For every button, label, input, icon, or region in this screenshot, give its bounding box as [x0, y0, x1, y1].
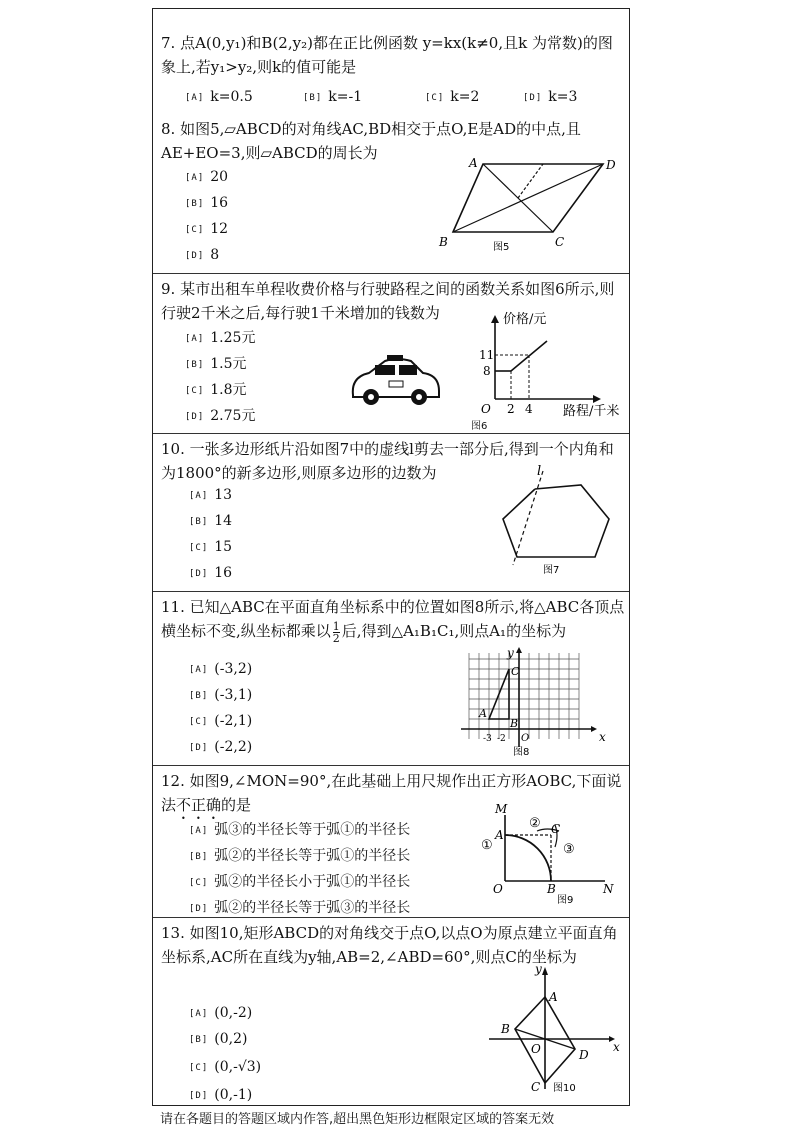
figure-9-construction — [481, 801, 625, 905]
q12-option-d[interactable]: [D] 弧②的半径长等于弧③的半径长 — [189, 900, 411, 916]
fig5-label-c: C — [555, 235, 565, 249]
divider — [153, 273, 629, 274]
divider — [153, 433, 629, 434]
q8-option-c[interactable]: [C] 12 — [185, 221, 229, 237]
q10-option-d[interactable]: [D] 16 — [189, 565, 233, 581]
fig8-y-label: y — [507, 646, 514, 660]
fig9-arc-1: ① — [481, 838, 493, 853]
fig6-ytick-11: 11 — [479, 348, 495, 362]
figure-8-grid — [459, 647, 609, 757]
fraction-numerator: 1 — [332, 619, 340, 633]
question-11 — [161, 595, 627, 644]
q10-option-a[interactable]: [A] 13 — [189, 487, 233, 503]
question-7-text: 7. 点A(0,y₁)和B(2,y₂)都在正比例函数 y=kx(k≠0,且k 为常数)的图象上,若y₁>y₂,则k的值可能是 — [161, 34, 613, 76]
fig5-label-a: A — [469, 156, 478, 170]
fig10-caption: 图10 — [553, 1083, 576, 1094]
q9-option-d[interactable]: [D] 2.75元 — [185, 408, 256, 424]
fig5-caption: 图5 — [493, 242, 510, 253]
fig10-label-d: D — [579, 1048, 589, 1062]
fig10-label-a: A — [549, 990, 558, 1004]
fig6-xtick-2: 2 — [507, 402, 515, 416]
fig6-xlabel: 路程/千米 — [563, 404, 620, 419]
emphasis-not-correct: 不正确 — [176, 796, 222, 814]
fig5-label-d: D — [606, 158, 616, 172]
q13-option-b[interactable]: [B] (0,2) — [189, 1031, 248, 1047]
q8-option-b[interactable]: [B] 16 — [185, 195, 229, 211]
divider — [153, 591, 629, 592]
q13-option-a[interactable]: [A] (0,-2) — [189, 1005, 253, 1021]
fig8-x-label: x — [599, 730, 606, 744]
question-11-text: 11. 已知△ABC在平面直角坐标系中的位置如图8所示,将△ABC各顶点横坐标不变,纵坐标都乘以 $\frac{1}{2}$ 后,得到△A₁B₁C₁,则点A₁的坐标为 — [161, 598, 625, 645]
fig8-xtick-minus3: -3 — [483, 734, 492, 744]
figure-5-parallelogram — [433, 154, 616, 254]
fig9-label-c: C — [551, 822, 561, 836]
q8-option-d[interactable]: [D] 8 — [185, 247, 220, 263]
q9-option-b[interactable]: [B] 1.5元 — [185, 356, 247, 372]
q10-option-c[interactable]: [C] 15 — [189, 539, 233, 555]
q11-option-d[interactable]: [D] (-2,2) — [189, 739, 253, 755]
fig9-caption: 图9 — [557, 895, 574, 906]
question-7 — [161, 31, 627, 79]
page-footer: 请在各题目的答题区域内作答,超出黑色矩形边框限定区域的答案无效 — [160, 1112, 555, 1127]
fig8-label-b: B — [510, 717, 519, 730]
fig10-y-label: y — [535, 962, 542, 976]
fig7-caption: 图7 — [543, 565, 560, 576]
q12-option-b[interactable]: [B] 弧②的半径长等于弧①的半径长 — [189, 848, 411, 864]
q11-option-b[interactable]: [B] (-3,1) — [189, 687, 253, 703]
fig9-label-m: M — [495, 802, 508, 816]
question-13-text: 13. 如图10,矩形ABCD的对角线交于点O,以点O为原点建立平面直角坐标系,AC所在直线为y轴,AB=2,∠ABD=60°,则点C的坐标为 — [161, 924, 618, 966]
q12-option-c[interactable]: [C] 弧②的半径长小于弧①的半径长 — [189, 874, 411, 890]
fig6-origin: O — [481, 402, 491, 416]
fig8-label-a: A — [479, 707, 487, 720]
q13-option-d[interactable]: [D] (0,-1) — [189, 1087, 253, 1103]
fig8-origin: O — [521, 733, 530, 744]
taxi-illustration — [345, 351, 445, 413]
fig5-label-b: B — [439, 235, 448, 249]
question-12-text: 12. 如图9,∠MON=90°,在此基础上用尺规作出正方形AOBC,下面说法不正确的是 — [161, 772, 622, 814]
q12-option-a[interactable]: [A] 弧③的半径长等于弧①的半径长 — [189, 822, 411, 838]
fig6-caption: 图6 — [471, 421, 488, 432]
fig9-label-n: N — [603, 882, 614, 896]
q7-option-c[interactable]: [C] k=2 — [425, 89, 480, 105]
q10-option-b[interactable]: [B] 14 — [189, 513, 233, 529]
fig10-x-label: x — [613, 1040, 620, 1054]
q9-option-c[interactable]: [C] 1.8元 — [185, 382, 247, 398]
q7-option-a[interactable]: [A] k=0.5 — [185, 89, 253, 105]
fig10-origin: O — [531, 1042, 541, 1056]
figure-10-rectangle — [483, 959, 623, 1099]
q11-option-c[interactable]: [C] (-2,1) — [189, 713, 253, 729]
figure-6-fare-graph — [453, 309, 625, 419]
question-8-text: 8. 如图5,▱ABCD的对角线AC,BD相交于点O,E是AD的中点,且AE+EO=3,则▱ABCD的周长为 — [161, 120, 581, 162]
fig7-line-label: l — [537, 464, 542, 479]
fig8-caption: 图8 — [513, 747, 530, 758]
fig9-arc-2: ② — [529, 816, 541, 831]
exam-page — [152, 8, 630, 1106]
question-9-text: 9. 某市出租车单程收费价格与行驶路程之间的函数关系如图6所示,则行驶2千米之后,每行驶1千米增加的钱数为 — [161, 280, 615, 322]
q9-option-a[interactable]: [A] 1.25元 — [185, 330, 256, 346]
q7-option-b[interactable]: [B] k=-1 — [303, 89, 363, 105]
fig10-label-c: C — [531, 1080, 541, 1094]
fig6-ytick-8: 8 — [483, 364, 491, 378]
fig10-label-b: B — [501, 1022, 510, 1036]
fig9-label-o: O — [493, 882, 503, 896]
fig6-ylabel: 价格/元 — [503, 312, 547, 327]
q13-option-c[interactable]: [C] (0,-√3) — [189, 1059, 262, 1075]
fig6-xtick-4: 4 — [525, 402, 533, 416]
fig8-label-c: C — [511, 665, 520, 678]
q11-option-a[interactable]: [A] (-3,2) — [189, 661, 253, 677]
fig9-label-a: A — [495, 828, 504, 842]
fig9-label-b: B — [547, 882, 556, 896]
q8-option-a[interactable]: [A] 20 — [185, 169, 229, 185]
figure-7-polygon — [491, 459, 621, 579]
question-10-text: 10. 一张多边形纸片沿如图7中的虚线l剪去一部分后,得到一个内角和为1800°的新多边形,则原多边形的边数为 — [161, 440, 614, 482]
q7-option-d[interactable]: [D] k=3 — [523, 89, 578, 105]
divider — [153, 765, 629, 766]
fig9-arc-3: ③ — [563, 842, 575, 857]
fraction-denominator: 2 — [332, 631, 340, 645]
fig8-xtick-minus2: -2 — [497, 734, 506, 744]
divider — [153, 917, 629, 918]
